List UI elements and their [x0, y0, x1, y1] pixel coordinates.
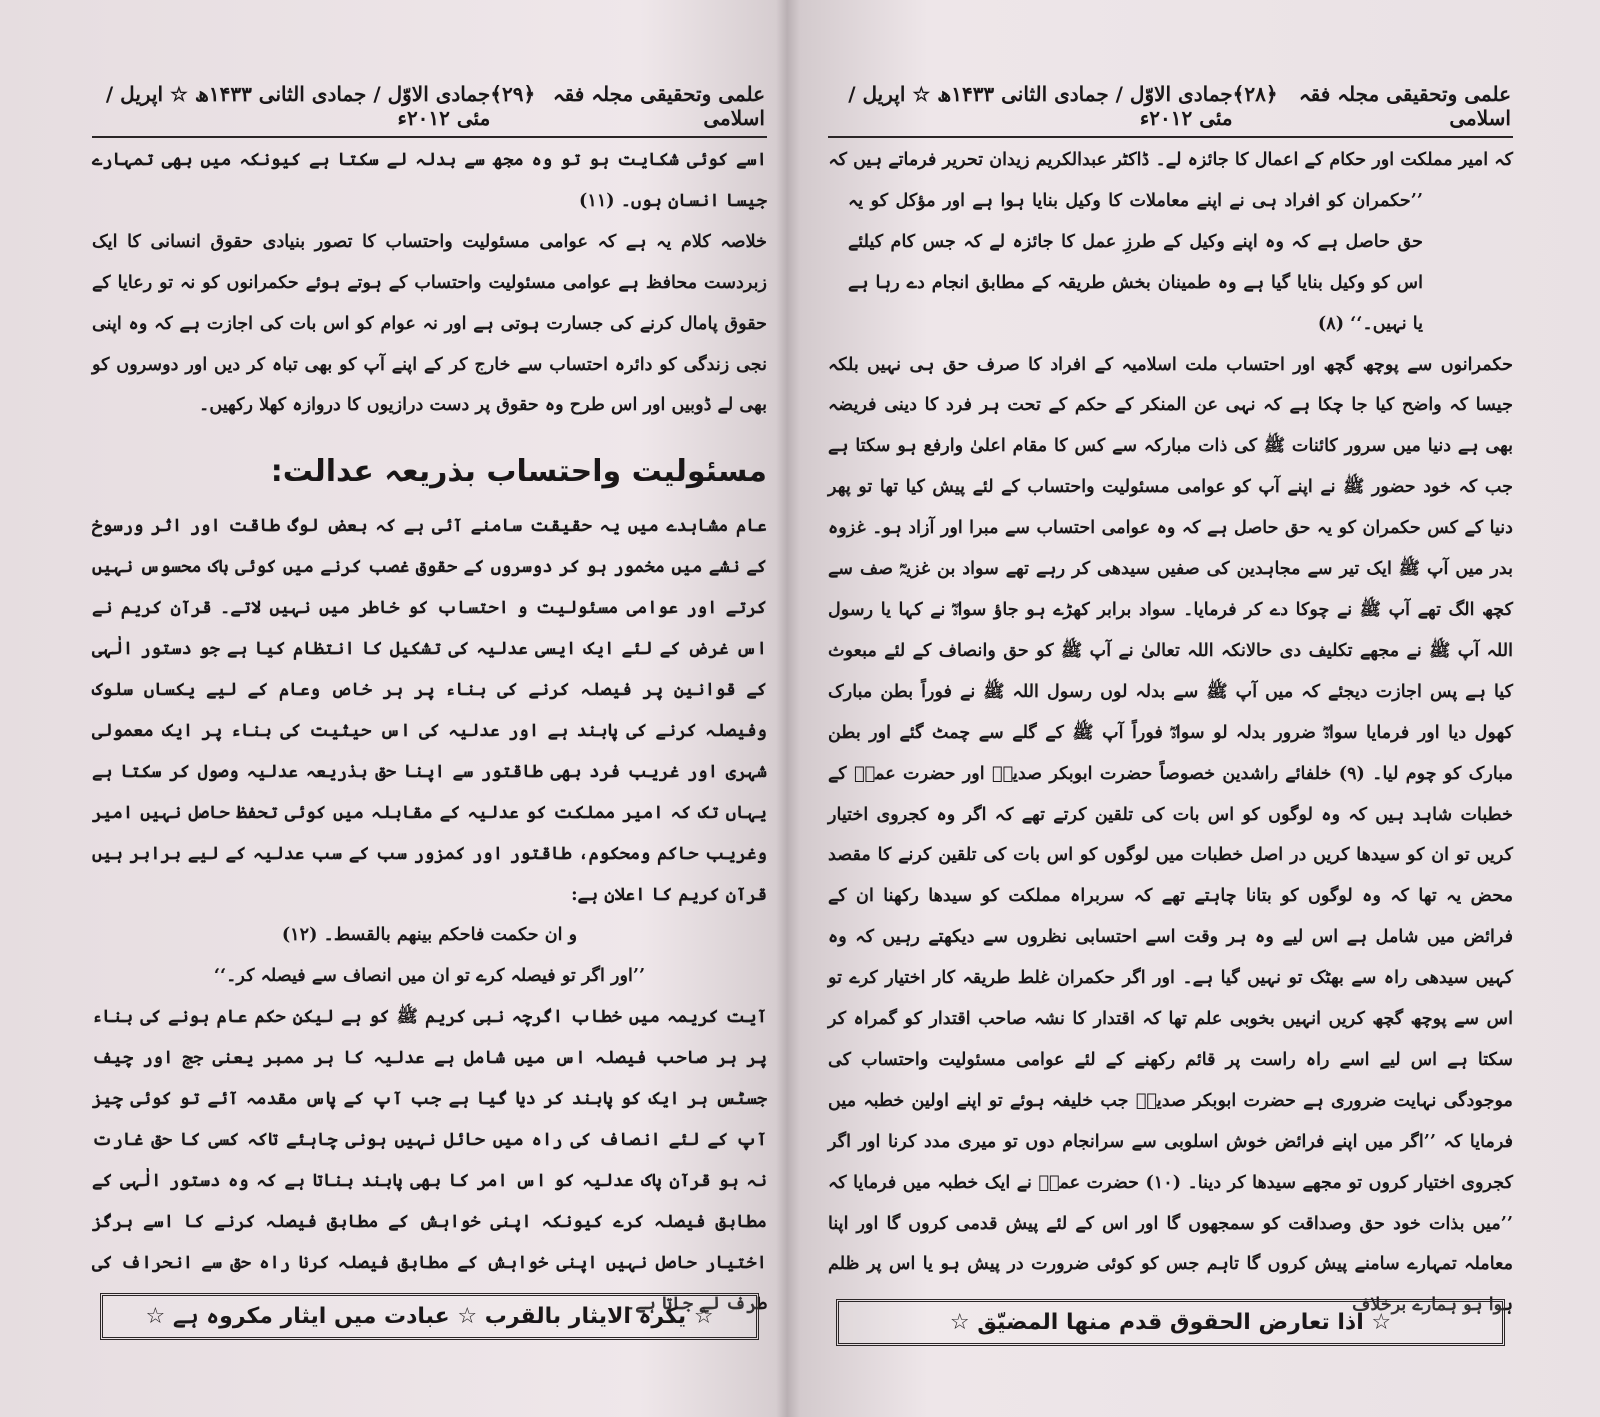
block-quote: ’’حکمران کو افراد ہی نے اپنے معاملات کا وکیل بنایا ہوا ہے اور مؤکل کو یہ حق حاصل ہے کہ وہ اپنے وکیل کے طرزِ عمل کا جائزہ لے کہ جس کام کیلئے اس کو وکیل بنایا گیا ہے وہ طمینان بخش طریقہ کے مطابق انجام دے رہا ہے یا نہیں۔‘‘ (۸): [848, 189, 1423, 334]
page-body: [92, 140, 767, 1324]
issue-date: جمادی الاوّل / جمادی الثانی ۱۴۳۳ھ ☆ اپریل / مئی ۲۰۱۲ء: [848, 82, 1233, 130]
running-header: [92, 78, 767, 138]
page-number: ﴿۲۸﴾: [1232, 82, 1278, 106]
paragraph: عام مشاہدے میں یہ حقیقت سامنے آئی ہے کہ بعض لوگ طاقت اور اثر ورسوخ کے نشے میں مخمور ہو کر دوسروں کے حقوق غصب کرنے میں کوئی باک محسوس نہیں کرتے اور عوامی مسئولیت و احتساب کو خاطر میں نہیں لاتے۔ قرآن کریم نے اس غرض کے لئے ایک ایسی عدلیہ کی تشکیل کا انتظام کیا ہے جو دستور الٰہی کے قوانین پر فیصلہ کرنے کی بناء پر ہر خاص وعام کے لیے یکساں سلوک وفیصلہ کرنے کی پابند ہے اور عدلیہ کی اس حیثیت کی بناء پر ایک معمولی شہری اور غریب فرد بھی طاقتور سے اپنا حق بذریعہ عدلیہ وصول کر سکتا ہے یہاں تک کہ امیر مملکت کو عدلیہ کے مقابلہ میں کوئی تحفظ حاصل نہیں امیر وغریب حاکم ومحکوم، طاقتور اور کمزور سب کے سب عدلیہ کے لیے برابر ہیں قرآن کریم کا اعلان ہے:: [92, 515, 767, 905]
paragraph: آیت کریمہ میں خطاب اگرچہ نبی کریم ﷺ کو ہے لیکن حکم عام ہونے کی بناء پر ہر صاحب فیصلہ اس میں شامل ہے عدلیہ کا ہر ممبر یعنی جج اور چیف جسٹس ہر ایک کو پابند کر دیا گیا ہے جب آپ کے پاس مقدمہ آئے تو کوئی چیز آپ کے لئے انصاف کی راہ میں حائل نہیں ہونی چاہئے تاکہ کسی کا حق غارت نہ ہو قرآن پاک عدلیہ کو اس امر کا بھی پابند بناتا ہے کہ وہ دستور الٰہی کے مطابق فیصلہ کرے کیونکہ اپنی خواہش کے مطابق فیصلہ کرنے کا اسے ہرگز اختیار حاصل نہیں اپنی خواہش کے مطابق فیصلہ کرنا راہ حق سے انحراف کی طرف لے جاتا ہے۔: [92, 1006, 767, 1314]
issue-date: جمادی الاوّل / جمادی الثانی ۱۴۳۳ھ ☆ اپریل / مئی ۲۰۱۲ء: [105, 82, 491, 130]
page-number: ﴿۲۹﴾: [490, 82, 536, 106]
verse-translation: ’’اور اگر تو فیصلہ کرے تو ان میں انصاف سے فیصلہ کر۔‘‘: [213, 965, 646, 987]
journal-title: علمی وتحقیقی مجلہ فقہ اسلامی: [552, 82, 765, 130]
footer-maxim: ☆ یکرہ الایثار بالقرب ☆ عبادت میں ایثار مکروہ ہے ☆: [100, 1293, 759, 1340]
journal-title: علمی وتحقیقی مجلہ فقہ اسلامی: [1298, 82, 1511, 130]
running-header: [828, 78, 1513, 138]
section-heading: مسئولیت واحتساب بذریعہ عدالت:: [270, 454, 767, 490]
paragraph: حکمرانوں سے پوچھ گچھ اور احتساب ملت اسلامیہ کے افراد کا صرف حق ہی نہیں بلکہ جیسا کہ واضح کیا جا چکا ہے کہ نہی عن المنکر کے حکم کے تحت ہر فرد کا دینی فریضہ بھی ہے دنیا میں سرور کائنات ﷺ کی ذات مبارکہ سے کس کا مقام اعلیٰ وارفع ہو سکتا ہے جب کہ خود حضور ﷺ نے اپنے آپ کو عوامی مسئولیت واحتساب کے لئے پیش کیا تھا تو پھر دنیا کے کس حکمران کو یہ حق حاصل ہے کہ وہ عوامی احتساب سے مبرا اور آزاد ہو۔ غزوہ بدر میں آپ ﷺ ایک تیر سے مجاہدین کی صفیں سیدھی کر رہے تھے سواد بن غزیہؓ صف سے کچھ الگ تھے آپ ﷺ نے چوکا دے کر فرمایا۔ سواد برابر کھڑے ہو جاؤ سوادؓ نے کہا یا رسول اللہ آپ ﷺ نے مجھے تکلیف دی حالانکہ اللہ تعالیٰ نے آپ ﷺ کو حق وانصاف کے لئے مبعوث کیا ہے پس اجازت دیجئے کہ میں آپ ﷺ سے بدلہ لوں رسول اللہ ﷺ نے فوراً بطن مبارک کھول دیا اور فرمایا سوادؓ ضرور بدلہ لو سوادؓ فوراً آپ ﷺ کے گلے سے چمٹ گئے اور بطن مبارک کو چوم لیا۔ (۹) خلفائے راشدین خصوصاً حضرت ابوبکر صدیقؓ اور حضرت عمرؓ کے خطبات شاہد ہیں کہ وہ لوگوں کو اس بات کی تلقین کرتے تھے کہ اگر وہ کجروی اختیار کریں تو ان کو سیدھا کریں در اصل خطبات میں لوگوں کو اس بات کی تلقین کرنے کا مقصد محض یہ تھا کہ وہ لوگوں کو بتانا چاہتے تھے کہ سربراہ مملکت کو سیدھا رکھنا ان کے فرائض میں شامل ہے اس لیے وہ ہر وقت اسے احتسابی نظروں سے دیکھتے رہیں کہ وہ کہیں سیدھی راہ سے بھٹک تو نہیں گیا ہے۔ اور اگر حکمران غلط طریقہ کار اختیار کرے تو اس سے پوچھ گچھ کریں انہیں بخوبی علم تھا کہ اقتدار کا نشہ صاحب اقتدار کو گمراہ کر سکتا ہے اس لیے اسے راہ راست پر قائم رکھنے کے لئے عوامی مسئولیت واحتساب کی موجودگی نہایت ضروری ہے حضرت ابوبکر صدیقؓ جب خلیفہ ہوئے تو اپنے اولین خطبہ میں فرمایا کہ ’’اگر میں اپنے فرائض خوش اسلوبی سے سرانجام دوں تو میری مدد کرنا اور اگر کجروی اختیار کروں تو مجھے سیدھا کر دینا۔ (۱۰) حضرت عمرؓ نے ایک خطبہ میں فرمایا کہ ’’میں بذات خود حق وصداقت کو سمجھوں گا اور اس کے لئے پیش قدمی کروں گا اور اپنا معاملہ تمہارے سامنے پیش کروں گا تاہم جس کو کوئی ضرورت در پیش ہو یا اس پر ظلم ہوا ہو ہمارے برخلاف: [828, 353, 1514, 1316]
quranic-verse: و ان حکمت فاحکم بینھم بالقسط۔ (۱۲): [281, 924, 578, 946]
paragraph: خلاصہ کلام یہ ہے کہ عوامی مسئولیت واحتساب کا تصور بنیادی حقوق انسانی کا ایک زبردست محافظ ہے عوامی مسئولیت واحتساب کے ہوتے ہوئے حکمرانوں کو نہ تو رعایا کے حقوق پامال کرنے کی جسارت ہوتی ہے اور نہ عوام کو اس بات کی اجازت ہے کہ وہ اپنی نجی زندگی کو دائرہ احتساب سے خارج کر کے اپنے آپ کو بھی تباہ کر دیں اور دوسروں کو بھی لے ڈوبیں اور اس طرح وہ حقوق پر دست درازیوں کا دروازہ کھلا رکھیں۔: [92, 230, 767, 416]
page-28: [828, 78, 1513, 1378]
footer-maxim: ☆ اذا تعارض الحقوق قدم منھا المضیّق ☆: [836, 1299, 1505, 1346]
page-body: [828, 140, 1513, 1326]
paragraph: کہ امیر مملکت اور حکام کے اعمال کا جائزہ لے۔ ڈاکٹر عبدالکریم زیدان تحریر فرماتے ہیں کہ: [828, 149, 1513, 170]
paragraph: اسے کوئی شکایت ہو تو وہ مجھ سے بدلہ لے سکتا ہے کیونکہ میں بھی تمہارے جیسا انسان ہوں۔ (۱۱): [92, 149, 767, 211]
page-29: [92, 78, 767, 1378]
